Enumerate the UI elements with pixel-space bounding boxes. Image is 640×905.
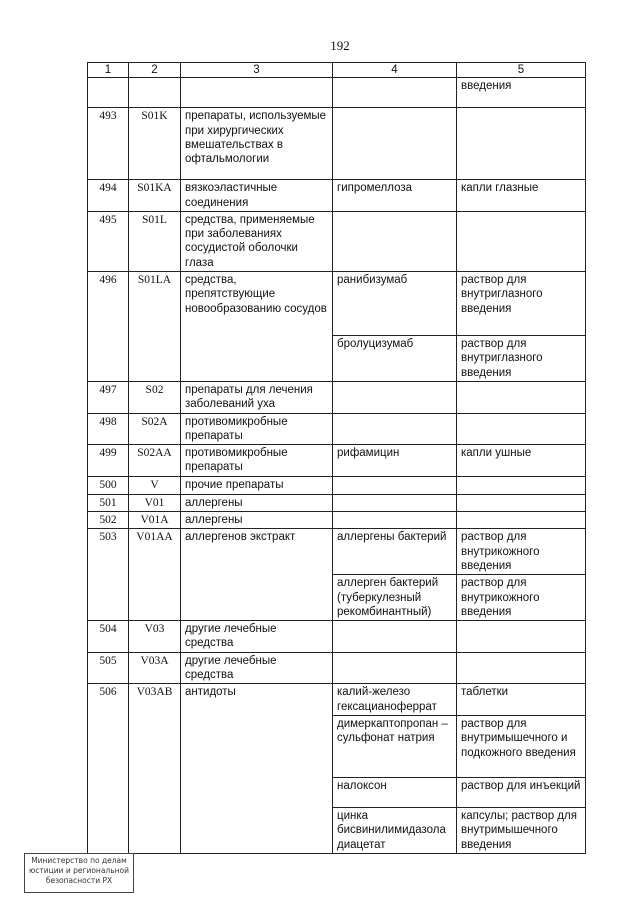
atc-code-cell: S01L — [129, 211, 181, 271]
table-row — [88, 272, 586, 336]
drug-name-cell — [333, 108, 457, 180]
drug-name-cell — [333, 78, 457, 108]
row-number-cell — [88, 78, 129, 108]
drug-name-cell: аллерген бактерий (туберкулезный рекомбинантный) — [333, 575, 457, 621]
row-number-cell: 502 — [88, 512, 129, 529]
page-number: 192 — [330, 38, 350, 53]
group-name-cell: аллергены — [181, 494, 333, 511]
dosage-form-cell — [457, 476, 586, 494]
atc-code-cell: V — [129, 476, 181, 494]
atc-code-cell — [129, 78, 181, 108]
group-name-cell: средства, применяемые при заболеваниях сосудистой оболочки глаза — [181, 211, 333, 271]
drug-name-cell: ранибизумаб — [333, 272, 457, 336]
atc-code-cell: S01KA — [129, 180, 181, 212]
drug-name-cell: аллергены бактерий — [333, 529, 457, 575]
dosage-form-cell: раствор для внутрикожного введения — [457, 575, 586, 621]
drug-name-cell — [333, 413, 457, 445]
table-row — [88, 684, 586, 716]
table-row — [88, 652, 586, 684]
header-row — [88, 63, 586, 78]
dosage-form-cell: капсулы; раствор для внутримышечного введения — [457, 807, 586, 853]
row-number-cell: 493 — [88, 108, 129, 180]
header-col-3: 3 — [181, 63, 333, 78]
table-row — [88, 108, 586, 180]
row-number-cell: 506 — [88, 684, 129, 853]
table-row — [88, 621, 586, 653]
table-body — [88, 78, 586, 854]
dosage-form-cell — [457, 652, 586, 684]
table-row — [88, 413, 586, 445]
dosage-form-cell — [457, 494, 586, 511]
atc-code-cell: S02A — [129, 413, 181, 445]
atc-code-cell: S02 — [129, 381, 181, 413]
table-row — [88, 445, 586, 477]
dosage-form-cell: таблетки — [457, 684, 586, 716]
atc-code-cell: V01 — [129, 494, 181, 511]
drug-name-cell: цинка бисвинилимидазола диацетат — [333, 807, 457, 853]
dosage-form-cell — [457, 211, 586, 271]
table-row — [88, 512, 586, 529]
dosage-form-cell: введения — [457, 78, 586, 108]
row-number-cell: 503 — [88, 529, 129, 621]
drug-name-cell: димеркаптопропан – сульфонат натрия — [333, 715, 457, 777]
atc-code-cell: V03A — [129, 652, 181, 684]
medication-table — [87, 62, 586, 854]
group-name-cell: аллергены — [181, 512, 333, 529]
row-number-cell: 494 — [88, 180, 129, 212]
dosage-form-cell — [457, 381, 586, 413]
group-name-cell: антидоты — [181, 684, 333, 853]
drug-name-cell — [333, 621, 457, 653]
atc-code-cell: S01LA — [129, 272, 181, 382]
row-number-cell: 501 — [88, 494, 129, 511]
drug-name-cell — [333, 211, 457, 271]
dosage-form-cell — [457, 512, 586, 529]
atc-code-cell: V01A — [129, 512, 181, 529]
table-row — [88, 78, 586, 108]
atc-code-cell: V03AB — [129, 684, 181, 853]
atc-code-cell: V03 — [129, 621, 181, 653]
header-col-1: 1 — [88, 63, 129, 78]
table-row — [88, 529, 586, 575]
atc-code-cell: S02AA — [129, 445, 181, 477]
drug-name-cell: калий-железо гексацианоферрат — [333, 684, 457, 716]
drug-name-cell — [333, 512, 457, 529]
dosage-form-cell: раствор для внутриглазного введения — [457, 272, 586, 336]
row-number-cell: 505 — [88, 652, 129, 684]
atc-code-cell: V01AA — [129, 529, 181, 621]
drug-name-cell — [333, 652, 457, 684]
table-row — [88, 180, 586, 212]
dosage-form-cell — [457, 108, 586, 180]
drug-name-cell: рифамицин — [333, 445, 457, 477]
group-name-cell: препараты для лечения заболеваний уха — [181, 381, 333, 413]
table-row — [88, 494, 586, 511]
drug-name-cell: налоксон — [333, 777, 457, 807]
row-number-cell: 496 — [88, 272, 129, 382]
header-col-4: 4 — [333, 63, 457, 78]
dosage-form-cell — [457, 621, 586, 653]
group-name-cell — [181, 78, 333, 108]
dosage-form-cell: раствор для внутриглазного введения — [457, 336, 586, 382]
group-name-cell: прочие препараты — [181, 476, 333, 494]
group-name-cell: другие лечебные средства — [181, 621, 333, 653]
group-name-cell: аллергенов экстракт — [181, 529, 333, 621]
dosage-form-cell: капли глазные — [457, 180, 586, 212]
dosage-form-cell: раствор для инъекций — [457, 777, 586, 807]
row-number-cell: 500 — [88, 476, 129, 494]
drug-name-cell — [333, 381, 457, 413]
table-row — [88, 381, 586, 413]
dosage-form-cell: раствор для внутримышечного и подкожного введения — [457, 715, 586, 777]
group-name-cell: средства, препятствующие новообразованию сосудов — [181, 272, 333, 382]
row-number-cell: 504 — [88, 621, 129, 653]
row-number-cell: 498 — [88, 413, 129, 445]
drug-name-cell — [333, 494, 457, 511]
group-name-cell: противомикробные препараты — [181, 413, 333, 445]
dosage-form-cell — [457, 413, 586, 445]
group-name-cell: вязкоэластичные соединения — [181, 180, 333, 212]
table-row — [88, 211, 586, 271]
atc-code-cell: S01K — [129, 108, 181, 180]
group-name-cell: препараты, используемые при хирургических вмешательствах в офтальмологии — [181, 108, 333, 180]
row-number-cell: 495 — [88, 211, 129, 271]
drug-name-cell: бролуцизумаб — [333, 336, 457, 382]
header-col-2: 2 — [129, 63, 181, 78]
drug-name-cell — [333, 476, 457, 494]
row-number-cell: 499 — [88, 445, 129, 477]
header-col-5: 5 — [457, 63, 586, 78]
row-number-cell: 497 — [88, 381, 129, 413]
group-name-cell: другие лечебные средства — [181, 652, 333, 684]
dosage-form-cell: раствор для внутрикожного введения — [457, 529, 586, 575]
registration-stamp: Министерство по делам юстиции и региональной безопасности РХ — [24, 853, 134, 893]
table-row — [88, 476, 586, 494]
dosage-form-cell: капли ушные — [457, 445, 586, 477]
drug-name-cell: гипромеллоза — [333, 180, 457, 212]
group-name-cell: противомикробные препараты — [181, 445, 333, 477]
